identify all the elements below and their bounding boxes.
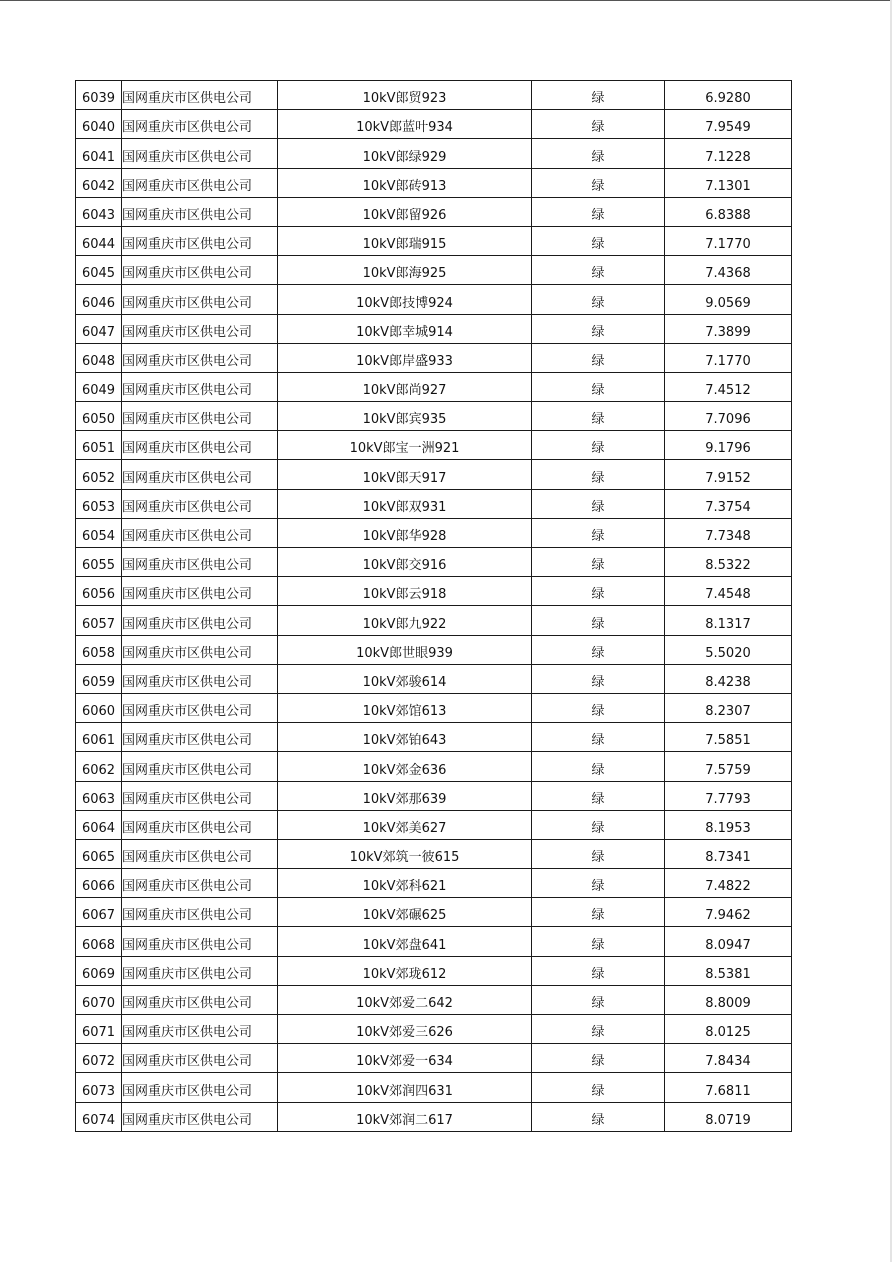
table-row	[76, 956, 792, 985]
company-cell: 国网重庆市区供电公司	[122, 226, 278, 255]
line-name-cell: 10kV郎云918	[278, 577, 532, 606]
status-color-cell: 绿	[532, 81, 665, 110]
table-row	[76, 460, 792, 489]
status-color-cell: 绿	[532, 635, 665, 664]
value-cell: 9.1796	[665, 431, 792, 460]
value-cell: 7.7793	[665, 781, 792, 810]
table-row	[76, 985, 792, 1014]
row-number-cell: 6041	[76, 139, 122, 168]
value-cell: 5.5020	[665, 635, 792, 664]
value-cell: 7.9462	[665, 898, 792, 927]
line-name-cell: 10kV郎交916	[278, 548, 532, 577]
table-row	[76, 168, 792, 197]
row-number-cell: 6065	[76, 839, 122, 868]
line-name-cell: 10kV郊金636	[278, 752, 532, 781]
status-color-cell: 绿	[532, 723, 665, 752]
value-cell: 8.5322	[665, 548, 792, 577]
value-cell: 7.4548	[665, 577, 792, 606]
table-row	[76, 548, 792, 577]
status-color-cell: 绿	[532, 869, 665, 898]
company-cell: 国网重庆市区供电公司	[122, 81, 278, 110]
table-row	[76, 1015, 792, 1044]
row-number-cell: 6042	[76, 168, 122, 197]
line-name-cell: 10kV郊那639	[278, 781, 532, 810]
row-number-cell: 6059	[76, 664, 122, 693]
status-color-cell: 绿	[532, 752, 665, 781]
line-name-cell: 10kV郊爱二642	[278, 985, 532, 1014]
status-color-cell: 绿	[532, 548, 665, 577]
value-cell: 8.1953	[665, 810, 792, 839]
company-cell: 国网重庆市区供电公司	[122, 314, 278, 343]
status-color-cell: 绿	[532, 139, 665, 168]
status-color-cell: 绿	[532, 693, 665, 722]
status-color-cell: 绿	[532, 518, 665, 547]
line-name-cell: 10kV郊筑一彼615	[278, 839, 532, 868]
row-number-cell: 6057	[76, 606, 122, 635]
line-name-cell: 10kV郎尚927	[278, 372, 532, 401]
line-name-cell: 10kV郊珑612	[278, 956, 532, 985]
value-cell: 6.9280	[665, 81, 792, 110]
line-name-cell: 10kV郎贸923	[278, 81, 532, 110]
status-color-cell: 绿	[532, 985, 665, 1014]
table-row	[76, 723, 792, 752]
table-row	[76, 402, 792, 431]
row-number-cell: 6056	[76, 577, 122, 606]
company-cell: 国网重庆市区供电公司	[122, 489, 278, 518]
company-cell: 国网重庆市区供电公司	[122, 869, 278, 898]
status-color-cell: 绿	[532, 1073, 665, 1102]
status-color-cell: 绿	[532, 197, 665, 226]
row-number-cell: 6043	[76, 197, 122, 226]
value-cell: 7.7348	[665, 518, 792, 547]
company-cell: 国网重庆市区供电公司	[122, 898, 278, 927]
line-name-cell: 10kV郎蓝叶934	[278, 110, 532, 139]
company-cell: 国网重庆市区供电公司	[122, 1044, 278, 1073]
table-row	[76, 372, 792, 401]
row-number-cell: 6058	[76, 635, 122, 664]
row-number-cell: 6074	[76, 1102, 122, 1131]
row-number-cell: 6049	[76, 372, 122, 401]
company-cell: 国网重庆市区供电公司	[122, 956, 278, 985]
row-number-cell: 6044	[76, 226, 122, 255]
line-name-cell: 10kV郎华928	[278, 518, 532, 547]
value-cell: 7.1228	[665, 139, 792, 168]
value-cell: 7.3899	[665, 314, 792, 343]
status-color-cell: 绿	[532, 927, 665, 956]
status-color-cell: 绿	[532, 256, 665, 285]
row-number-cell: 6055	[76, 548, 122, 577]
status-color-cell: 绿	[532, 810, 665, 839]
data-table	[75, 80, 792, 1132]
value-cell: 7.9152	[665, 460, 792, 489]
value-cell: 8.7341	[665, 839, 792, 868]
status-color-cell: 绿	[532, 489, 665, 518]
status-color-cell: 绿	[532, 606, 665, 635]
row-number-cell: 6062	[76, 752, 122, 781]
company-cell: 国网重庆市区供电公司	[122, 431, 278, 460]
row-number-cell: 6050	[76, 402, 122, 431]
status-color-cell: 绿	[532, 781, 665, 810]
status-color-cell: 绿	[532, 898, 665, 927]
value-cell: 7.1301	[665, 168, 792, 197]
line-name-cell: 10kV郊盘641	[278, 927, 532, 956]
company-cell: 国网重庆市区供电公司	[122, 197, 278, 226]
line-name-cell: 10kV郎绿929	[278, 139, 532, 168]
line-name-cell: 10kV郎天917	[278, 460, 532, 489]
table-row	[76, 1044, 792, 1073]
status-color-cell: 绿	[532, 1015, 665, 1044]
value-cell: 7.6811	[665, 1073, 792, 1102]
status-color-cell: 绿	[532, 110, 665, 139]
line-name-cell: 10kV郎双931	[278, 489, 532, 518]
table-row	[76, 285, 792, 314]
table-row	[76, 226, 792, 255]
table-row	[76, 781, 792, 810]
table-row	[76, 869, 792, 898]
company-cell: 国网重庆市区供电公司	[122, 1073, 278, 1102]
row-number-cell: 6063	[76, 781, 122, 810]
table-row	[76, 256, 792, 285]
table-row	[76, 139, 792, 168]
row-number-cell: 6046	[76, 285, 122, 314]
row-number-cell: 6061	[76, 723, 122, 752]
company-cell: 国网重庆市区供电公司	[122, 723, 278, 752]
status-color-cell: 绿	[532, 226, 665, 255]
company-cell: 国网重庆市区供电公司	[122, 372, 278, 401]
value-cell: 8.0125	[665, 1015, 792, 1044]
line-name-cell: 10kV郎留926	[278, 197, 532, 226]
row-number-cell: 6052	[76, 460, 122, 489]
row-number-cell: 6039	[76, 81, 122, 110]
company-cell: 国网重庆市区供电公司	[122, 635, 278, 664]
table-row	[76, 927, 792, 956]
line-name-cell: 10kV郎世眼939	[278, 635, 532, 664]
table-row	[76, 197, 792, 226]
company-cell: 国网重庆市区供电公司	[122, 810, 278, 839]
value-cell: 7.4368	[665, 256, 792, 285]
table-row	[76, 664, 792, 693]
company-cell: 国网重庆市区供电公司	[122, 460, 278, 489]
row-number-cell: 6067	[76, 898, 122, 927]
company-cell: 国网重庆市区供电公司	[122, 285, 278, 314]
row-number-cell: 6072	[76, 1044, 122, 1073]
value-cell: 7.9549	[665, 110, 792, 139]
company-cell: 国网重庆市区供电公司	[122, 927, 278, 956]
company-cell: 国网重庆市区供电公司	[122, 577, 278, 606]
value-cell: 9.0569	[665, 285, 792, 314]
company-cell: 国网重庆市区供电公司	[122, 1102, 278, 1131]
status-color-cell: 绿	[532, 460, 665, 489]
line-name-cell: 10kV郊润四631	[278, 1073, 532, 1102]
value-cell: 7.5759	[665, 752, 792, 781]
row-number-cell: 6040	[76, 110, 122, 139]
value-cell: 6.8388	[665, 197, 792, 226]
value-cell: 8.0719	[665, 1102, 792, 1131]
status-color-cell: 绿	[532, 402, 665, 431]
table-row	[76, 606, 792, 635]
line-name-cell: 10kV郊爱三626	[278, 1015, 532, 1044]
line-name-cell: 10kV郎宝一洲921	[278, 431, 532, 460]
table-row	[76, 635, 792, 664]
value-cell: 8.5381	[665, 956, 792, 985]
line-name-cell: 10kV郎岸盛933	[278, 343, 532, 372]
company-cell: 国网重庆市区供电公司	[122, 839, 278, 868]
table-row	[76, 577, 792, 606]
row-number-cell: 6051	[76, 431, 122, 460]
company-cell: 国网重庆市区供电公司	[122, 985, 278, 1014]
company-cell: 国网重庆市区供电公司	[122, 548, 278, 577]
line-name-cell: 10kV郎砖913	[278, 168, 532, 197]
line-name-cell: 10kV郎瑞915	[278, 226, 532, 255]
table-row	[76, 110, 792, 139]
row-number-cell: 6060	[76, 693, 122, 722]
table-row	[76, 898, 792, 927]
row-number-cell: 6071	[76, 1015, 122, 1044]
line-name-cell: 10kV郎宾935	[278, 402, 532, 431]
company-cell: 国网重庆市区供电公司	[122, 518, 278, 547]
line-name-cell: 10kV郎九922	[278, 606, 532, 635]
status-color-cell: 绿	[532, 314, 665, 343]
value-cell: 7.4512	[665, 372, 792, 401]
status-color-cell: 绿	[532, 343, 665, 372]
status-color-cell: 绿	[532, 664, 665, 693]
status-color-cell: 绿	[532, 285, 665, 314]
row-number-cell: 6073	[76, 1073, 122, 1102]
company-cell: 国网重庆市区供电公司	[122, 693, 278, 722]
table-row	[76, 752, 792, 781]
line-name-cell: 10kV郊爱一634	[278, 1044, 532, 1073]
company-cell: 国网重庆市区供电公司	[122, 402, 278, 431]
company-cell: 国网重庆市区供电公司	[122, 168, 278, 197]
row-number-cell: 6047	[76, 314, 122, 343]
row-number-cell: 6066	[76, 869, 122, 898]
line-name-cell: 10kV郊馆613	[278, 693, 532, 722]
line-name-cell: 10kV郎技博924	[278, 285, 532, 314]
table-row	[76, 839, 792, 868]
company-cell: 国网重庆市区供电公司	[122, 781, 278, 810]
status-color-cell: 绿	[532, 577, 665, 606]
value-cell: 7.1770	[665, 343, 792, 372]
row-number-cell: 6064	[76, 810, 122, 839]
status-color-cell: 绿	[532, 839, 665, 868]
line-name-cell: 10kV郊润二617	[278, 1102, 532, 1131]
company-cell: 国网重庆市区供电公司	[122, 1015, 278, 1044]
table-row	[76, 518, 792, 547]
value-cell: 8.8009	[665, 985, 792, 1014]
row-number-cell: 6070	[76, 985, 122, 1014]
line-name-cell: 10kV郊骏614	[278, 664, 532, 693]
line-name-cell: 10kV郊科621	[278, 869, 532, 898]
value-cell: 7.7096	[665, 402, 792, 431]
table-row	[76, 810, 792, 839]
company-cell: 国网重庆市区供电公司	[122, 606, 278, 635]
row-number-cell: 6054	[76, 518, 122, 547]
row-number-cell: 6045	[76, 256, 122, 285]
value-cell: 8.2307	[665, 693, 792, 722]
status-color-cell: 绿	[532, 956, 665, 985]
row-number-cell: 6069	[76, 956, 122, 985]
value-cell: 8.4238	[665, 664, 792, 693]
company-cell: 国网重庆市区供电公司	[122, 110, 278, 139]
status-color-cell: 绿	[532, 431, 665, 460]
line-name-cell: 10kV郎海925	[278, 256, 532, 285]
company-cell: 国网重庆市区供电公司	[122, 256, 278, 285]
line-name-cell: 10kV郊铂643	[278, 723, 532, 752]
table-row	[76, 489, 792, 518]
table-row	[76, 431, 792, 460]
company-cell: 国网重庆市区供电公司	[122, 664, 278, 693]
table-row	[76, 314, 792, 343]
table-body	[76, 81, 792, 1132]
status-color-cell: 绿	[532, 372, 665, 401]
value-cell: 7.5851	[665, 723, 792, 752]
table-row	[76, 343, 792, 372]
company-cell: 国网重庆市区供电公司	[122, 343, 278, 372]
table-row	[76, 1102, 792, 1131]
company-cell: 国网重庆市区供电公司	[122, 752, 278, 781]
value-cell: 8.1317	[665, 606, 792, 635]
table-row	[76, 693, 792, 722]
value-cell: 7.3754	[665, 489, 792, 518]
status-color-cell: 绿	[532, 1044, 665, 1073]
table-row	[76, 81, 792, 110]
value-cell: 8.0947	[665, 927, 792, 956]
row-number-cell: 6053	[76, 489, 122, 518]
value-cell: 7.8434	[665, 1044, 792, 1073]
table-row	[76, 1073, 792, 1102]
row-number-cell: 6068	[76, 927, 122, 956]
page-top-border	[0, 0, 892, 1]
line-name-cell: 10kV郊美627	[278, 810, 532, 839]
company-cell: 国网重庆市区供电公司	[122, 139, 278, 168]
value-cell: 7.4822	[665, 869, 792, 898]
line-name-cell: 10kV郎幸城914	[278, 314, 532, 343]
value-cell: 7.1770	[665, 226, 792, 255]
row-number-cell: 6048	[76, 343, 122, 372]
status-color-cell: 绿	[532, 168, 665, 197]
status-color-cell: 绿	[532, 1102, 665, 1131]
line-name-cell: 10kV郊碾625	[278, 898, 532, 927]
